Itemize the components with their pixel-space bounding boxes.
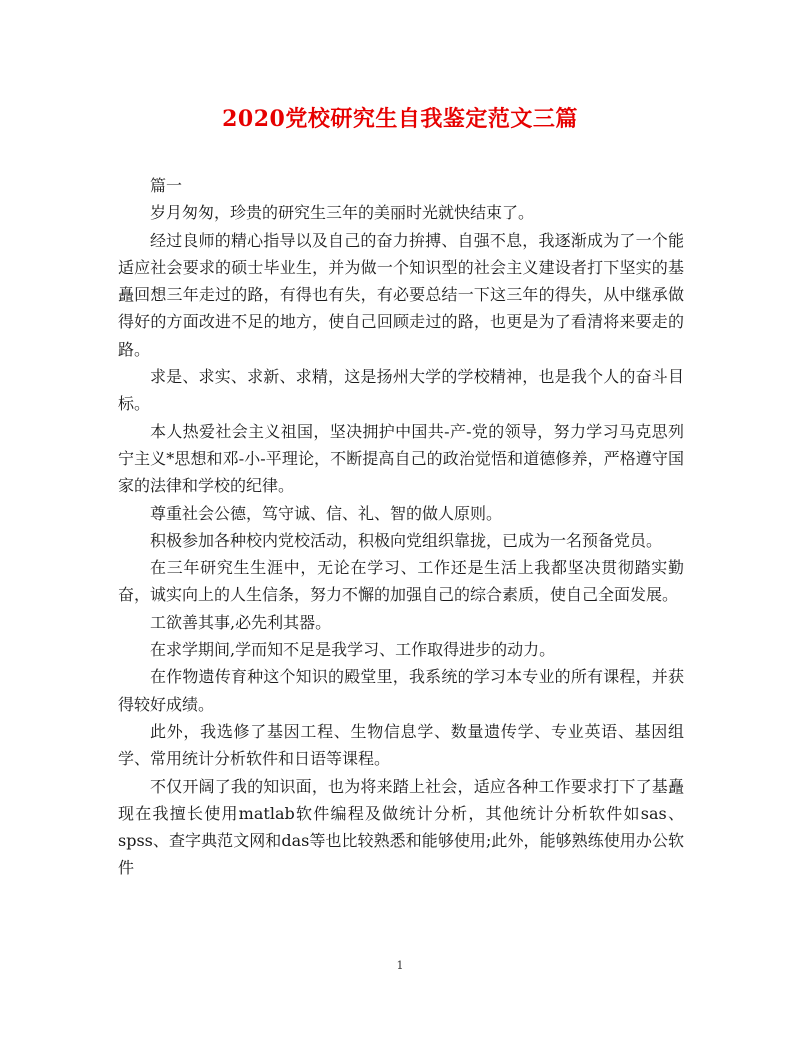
paragraph: 此外，我选修了基因工程、生物信息学、数量遗传学、专业英语、基因组学、常用统计分析软件和日语等课程。 [118, 721, 684, 769]
paragraph: 经过良师的精心指导以及自己的奋力拚搏、自强不息，我逐渐成为了一个能适应社会要求的硕士毕业生，并为做一个知识型的社会主义建设者打下坚实的基矗回想三年走过的路，有得也有失，有必要总结一下这三年的得失，从中继承做得好的方面改进不足的地方，使自己回顾走过的路，也更是为了看清将来要走的路。 [118, 230, 684, 359]
paragraph: 尊重社会公德，笃守诚、信、礼、智的做人原则。 [150, 503, 503, 523]
paragraph: 在三年研究生生涯中，无论在学习、工作还是生活上我都坚决贯彻踏实勤奋，诚实向上的人生信条，努力不懈的加强自己的综合素质，使自己全面发展。 [118, 558, 684, 605]
document-title: 2020党校研究生自我鉴定范文三篇 [222, 106, 578, 132]
section-heading: 篇一 [150, 176, 183, 195]
paragraph: 在求学期间,学而知不足是我学习、工作取得进步的动力。 [150, 640, 556, 660]
paragraph: 积极参加各种校内党校活动，积极向党组织靠拢，已成为一名预备党员。 [150, 530, 663, 550]
page-number: 1 [396, 959, 404, 972]
document-body [118, 172, 684, 882]
paragraph: 在作物遗传育种这个知识的殿堂里，我系统的学习本专业的所有课程，并获得较好成绩。 [118, 667, 684, 714]
paragraph: 本人热爱社会主义祖国，坚决拥护中国共-产-党的领导，努力学习马克思列宁主义*思想和邓-小-平理论，不断提高自己的政治觉悟和道德修养，严格遵守国家的法律和学校的纪律。 [118, 421, 684, 496]
paragraph: 求是、求实、求新、求精，这是扬州大学的学校精神，也是我个人的奋斗目标。 [118, 367, 684, 414]
paragraph: 不仅开阔了我的知识面，也为将来踏上社会，适应各种工作要求打下了基矗现在我擅长使用matlab软件编程及做统计分析，其他统计分析软件如sas、spss、查字典范文网和das等也比较熟悉和能够使用;此外，能够熟练使用办公软件 [118, 776, 684, 878]
paragraph: 岁月匆匆，珍贵的研究生三年的美丽时光就快结束了。 [150, 203, 535, 223]
paragraph: 工欲善其事,必先利其器。 [150, 612, 332, 632]
